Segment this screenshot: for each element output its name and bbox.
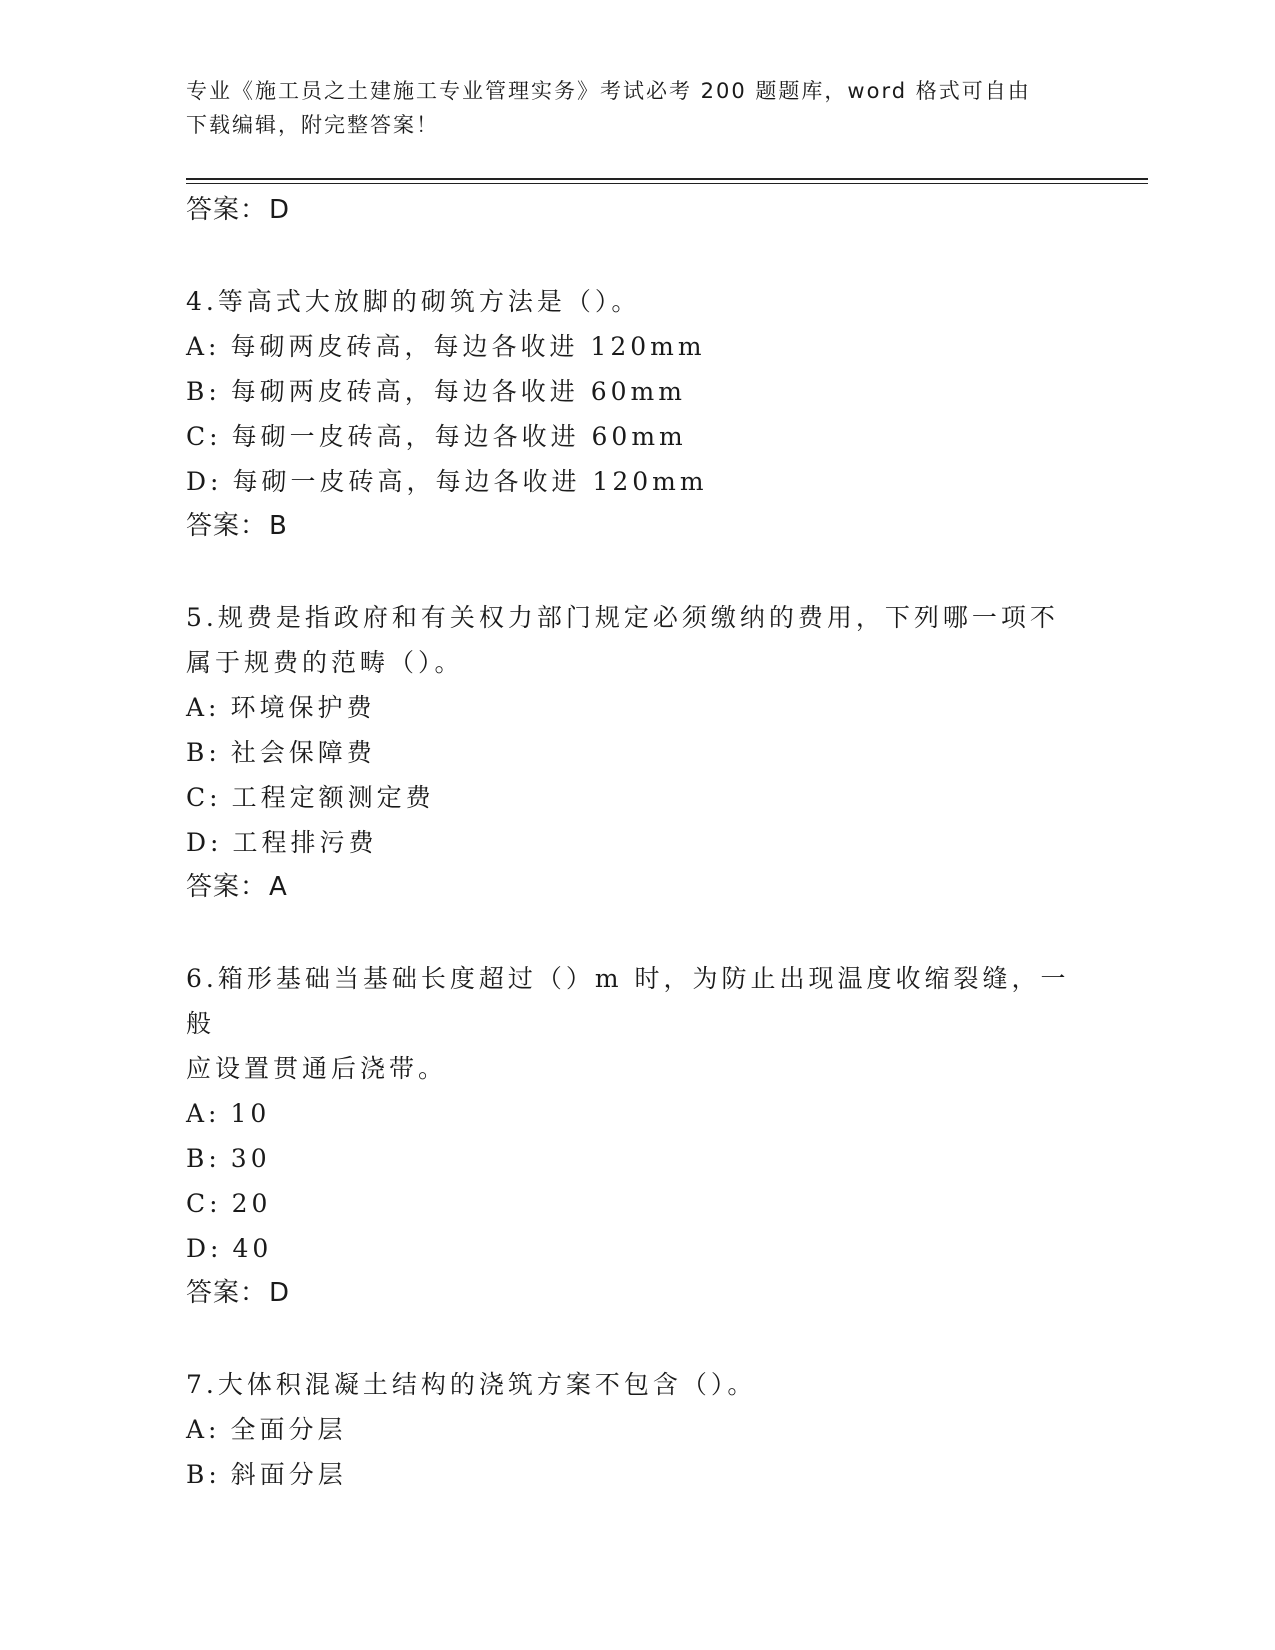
- option-letter: C:: [186, 1189, 222, 1218]
- option-text: 斜面分层: [230, 1460, 347, 1489]
- option-a: [186, 685, 1086, 730]
- option-text: 每砌两皮砖高，每边各收进 60mm: [230, 377, 686, 406]
- question-block-5: [186, 595, 1086, 910]
- option-letter: D:: [186, 1234, 223, 1263]
- option-letter: C:: [186, 783, 222, 812]
- question-block-7: [186, 1362, 1086, 1497]
- header-line-2: 下载编辑，附完整答案！: [186, 113, 439, 137]
- option-text: 10: [230, 1099, 271, 1128]
- spacer: [186, 1316, 1086, 1362]
- option-text: 每砌一皮砖高，每边各收进 60mm: [231, 422, 687, 451]
- question-block-4: [186, 279, 1086, 549]
- option-letter: D:: [186, 828, 223, 857]
- option-d: [186, 820, 1086, 865]
- spacer: [186, 233, 1086, 279]
- option-letter: A:: [186, 1099, 221, 1128]
- question-stem-continued: 属于规费的范畴（）。: [186, 648, 464, 677]
- option-b: [186, 1452, 1086, 1497]
- answer-label: 答案：: [186, 195, 268, 225]
- option-letter: C:: [186, 422, 222, 451]
- option-text: 每砌两皮砖高，每边各收进 120mm: [230, 332, 706, 361]
- option-text: 工程排污费: [232, 828, 378, 857]
- question-stem: 7.大体积混凝土结构的浇筑方案不包含（）。: [186, 1370, 757, 1399]
- option-text: 社会保障费: [230, 738, 376, 767]
- question-stem: 4.等高式大放脚的砌筑方法是（）。: [186, 287, 641, 316]
- question-stem: 5.规费是指政府和有关权力部门规定必须缴纳的费用，下列哪一项不: [186, 603, 1059, 632]
- page-header: [186, 74, 1066, 142]
- option-letter: B:: [186, 377, 221, 406]
- option-c: [186, 775, 1086, 820]
- answer-value: A: [269, 872, 288, 902]
- option-b: [186, 1136, 1086, 1181]
- option-text: 环境保护费: [230, 693, 376, 722]
- answer-value: D: [269, 195, 291, 225]
- answer-value: B: [269, 511, 288, 541]
- header-rule-thin: [186, 183, 1148, 184]
- option-text: 20: [231, 1189, 272, 1218]
- option-text: 30: [230, 1144, 271, 1173]
- question-block-6: [186, 956, 1086, 1316]
- question-answer: [186, 504, 1086, 549]
- answer-label: 答案：: [186, 511, 268, 541]
- option-text: 全面分层: [230, 1415, 347, 1444]
- answer-value: D: [269, 1278, 291, 1308]
- header-rule-thick: [186, 178, 1148, 180]
- header-line-1: 专业《施工员之土建施工专业管理实务》考试必考 200 题题库，word 格式可自由: [186, 79, 1031, 103]
- answer-label: 答案：: [186, 1278, 268, 1308]
- option-letter: A:: [186, 332, 221, 361]
- option-c: [186, 414, 1086, 459]
- question-answer: [186, 1271, 1086, 1316]
- option-letter: A:: [186, 693, 221, 722]
- option-b: [186, 730, 1086, 775]
- question-stem: 6.箱形基础当基础长度超过（）m 时，为防止出现温度收缩裂缝，一般: [186, 964, 1070, 1038]
- question-answer: [186, 865, 1086, 910]
- previous-answer: [186, 188, 1086, 233]
- option-letter: B:: [186, 1460, 221, 1489]
- option-text: 工程定额测定费: [231, 783, 435, 812]
- spacer: [186, 549, 1086, 595]
- option-text: 每砌一皮砖高，每边各收进 120mm: [232, 467, 708, 496]
- spacer: [186, 910, 1086, 956]
- option-a: [186, 1091, 1086, 1136]
- option-text: 40: [232, 1234, 273, 1263]
- option-letter: A:: [186, 1415, 221, 1444]
- option-d: [186, 1226, 1086, 1271]
- option-letter: B:: [186, 1144, 221, 1173]
- option-c: [186, 1181, 1086, 1226]
- option-a: [186, 324, 1086, 369]
- answer-label: 答案：: [186, 872, 268, 902]
- question-content: [186, 188, 1086, 1497]
- option-b: [186, 369, 1086, 414]
- option-letter: D:: [186, 467, 223, 496]
- option-d: [186, 459, 1086, 504]
- question-stem-continued: 应设置贯通后浇带。: [186, 1054, 448, 1083]
- option-letter: B:: [186, 738, 221, 767]
- option-a: [186, 1407, 1086, 1452]
